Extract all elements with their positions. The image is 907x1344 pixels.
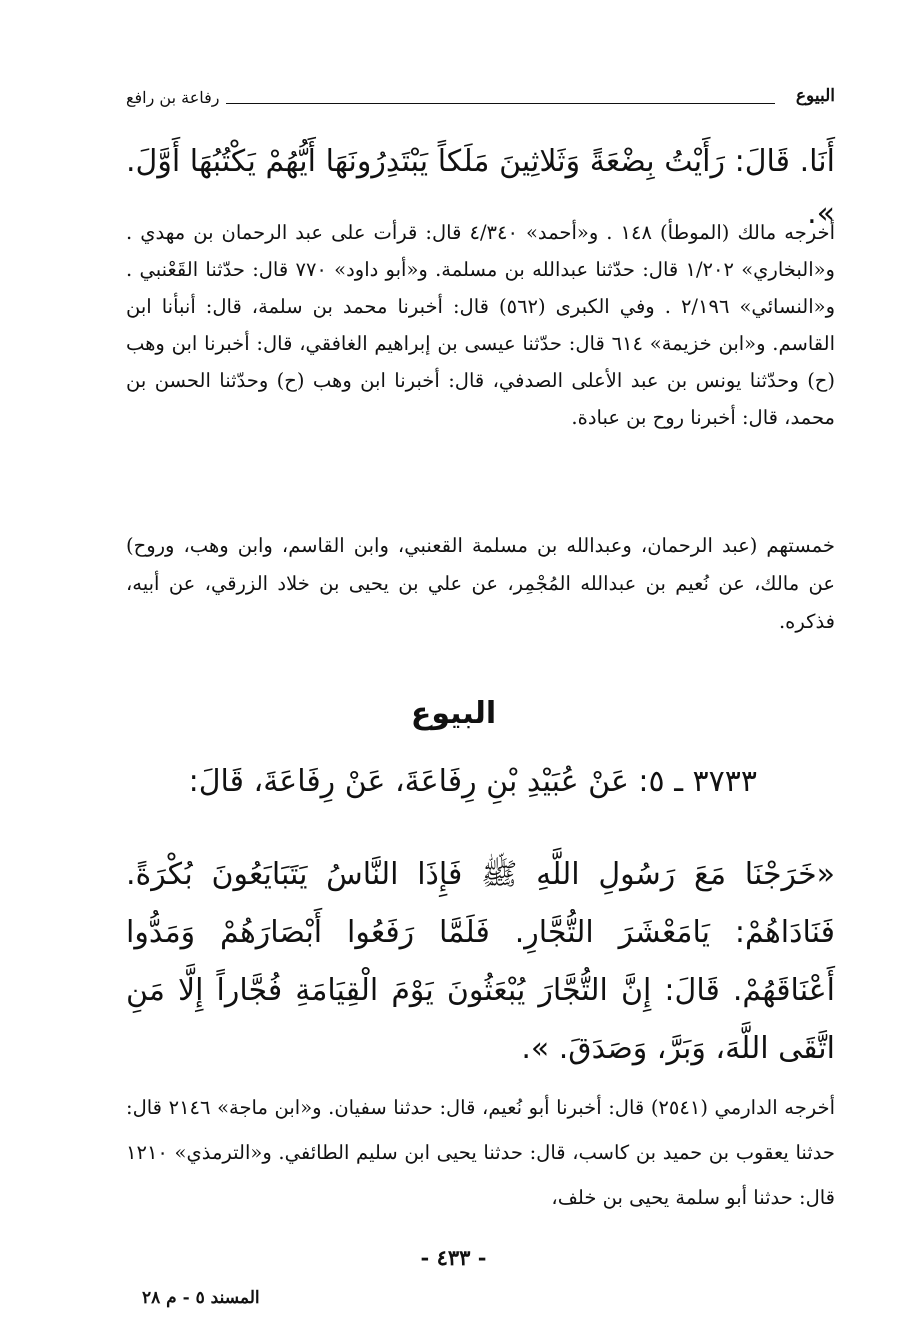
section-title: البيوع [410,696,497,731]
running-head [126,86,835,116]
hadith-continuation: أَنَا. قَالَ: رَأَيْتُ بِضْعَةً وَثَلاثِينَ مَلَكاً يَبْتَدِرُونَهَا أَيُّهُمْ يَكْتُبُهَا أَوَّلَ. ». [126,144,835,231]
running-head-section: البيوع [795,86,835,106]
takhrij-note-2: أخرجه الدارمي (٢٥٤١) قال: أخبرنا أبو نُعيم، قال: حدثنا سفيان. و«ابن ماجة» ٢١٤٦ قال: حدثنا يعقوب بن حميد بن كاسب، قال: حدثنا يحيى ابن سليم الطائفي. و«الترمذي» ١٢١٠ قال: حدثنا أبو سلمة يحيى بن خلف، [126,1096,835,1209]
running-head-rule [226,103,775,104]
page-number: - ٤٣٣ - [420,1245,487,1270]
running-head-name: رفاعة بن رافع [126,88,220,107]
printer-signature: المسند ٥ - م ٢٨ [142,1288,260,1308]
hadith-text: «خَرَجْنَا مَعَ رَسُولِ اللَّهِ ﷺ فَإِذَا النَّاسُ يَتَبَايَعُونَ بُكْرَةً. فَنَادَاهُمْ: يَامَعْشَرَ التُّجَّارِ. فَلَمَّا رَفَعُوا أَبْصَارَهُمْ وَمَدُّوا أَعْنَاقَهُمْ. قَالَ: إِنَّ التُّجَّارَ يُبْعَثُونَ يَوْمَ الْقِيَامَةِ فُجَّاراً إِلَّا مَنِ اتَّقَى اللَّهَ، وَبَرَّ، وَصَدَقَ. ». [126,857,835,1066]
takhrij-note: أخرجه مالك (الموطأ) ١٤٨ . و«أحمد» ٤/٣٤٠ قال: قرأت على عبد الرحمان بن مهدي . و«البخاري» ١/٢٠٢ قال: حدّثنا عبدالله بن مسلمة. و«أبو داود» ٧٧٠ قال: حدّثنا القَعْنبي . و«النسائي» ٢/١٩٦ . وفي الكبرى (٥٦٢) قال: أخبرنا محمد بن سلمة، قال: أنبأنا ابن القاسم. و«ابن خزيمة» ٦١٤ قال: حدّثنا عيسى بن إبراهيم الغافقي، قال: أخبرنا ابن وهب (ح) وحدّثنا يونس بن عبد الأعلى الصدفي، قال: أخبرنا ابن وهب (ح) وحدّثنا الحسن بن محمد، قال: أخبرنا روح بن عبادة. [126,221,836,429]
takhrij-summary: خمستهم (عبد الرحمان، وعبدالله بن مسلمة القعنبي، وابن القاسم، وابن وهب، وروح) عن مالك، عن نُعيم بن عبدالله المُجْمِر، عن علي بن يحيى بن خلاد الزرقي، عن أبيه، فذكره. [126,534,835,633]
hadith-heading: ٣٧٣٣ ـ ٥: عَنْ عُبَيْدِ بْنِ رِفَاعَةَ، عَنْ رِفَاعَةَ، قَالَ: [188,764,757,799]
